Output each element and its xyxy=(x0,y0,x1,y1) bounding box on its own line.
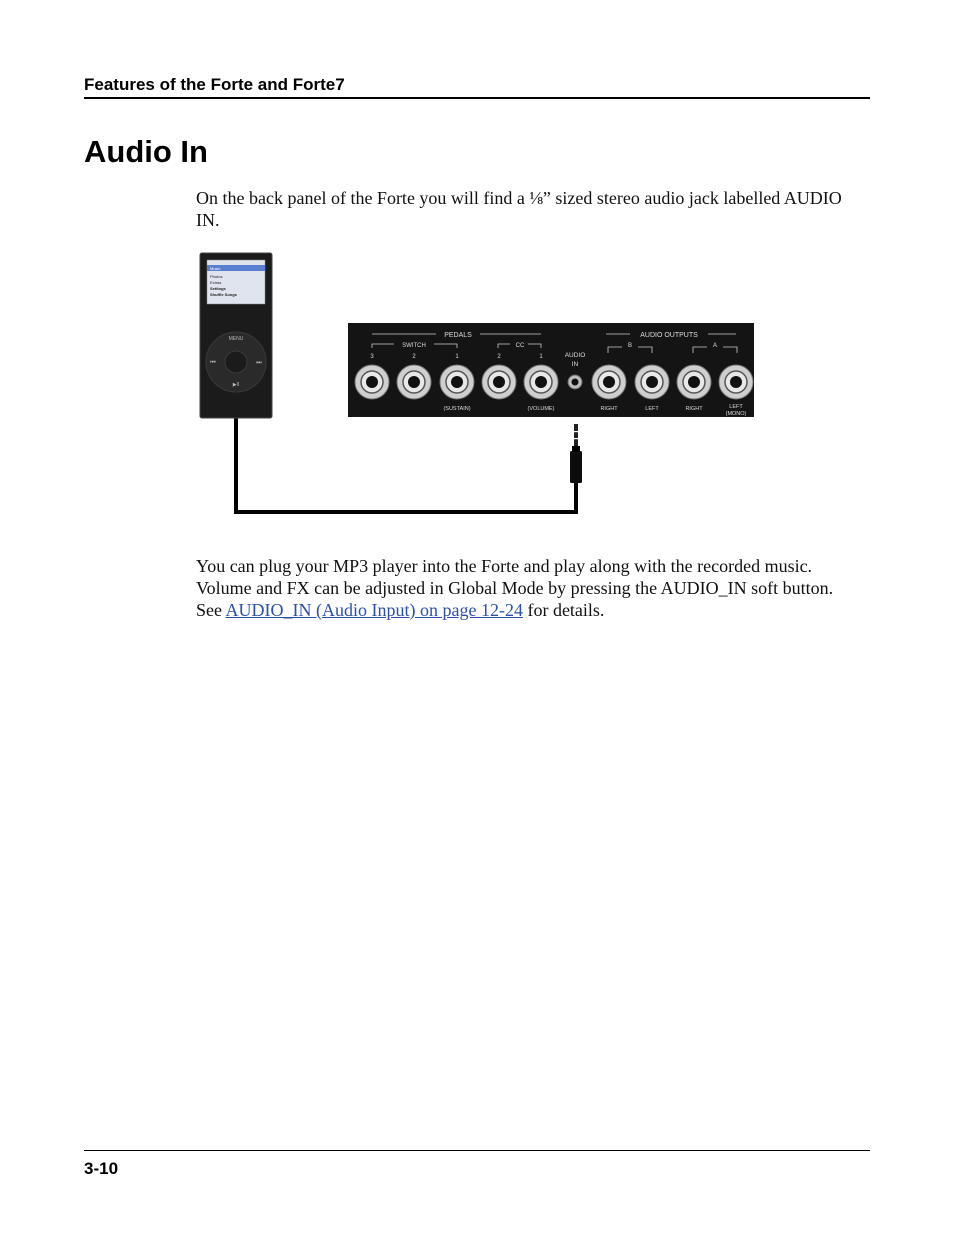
player-menu-item: Settings xyxy=(210,286,226,291)
audio-in-jack xyxy=(568,375,582,389)
volume-label: (VOLUME) xyxy=(527,406,555,412)
pedals-label: PEDALS xyxy=(444,332,472,339)
jack-number: 2 xyxy=(497,354,501,360)
pedal-jack-cc-1 xyxy=(524,365,558,399)
switch-label: SWITCH xyxy=(402,343,426,349)
audio-in-page-link[interactable]: AUDIO_IN (Audio Input) on page 12-24 xyxy=(225,600,523,620)
audio-in-label: AUDIO xyxy=(564,352,586,359)
output-label: LEFT xyxy=(729,404,743,410)
center-button xyxy=(225,351,247,373)
jack-number: 2 xyxy=(412,354,416,360)
audio-outputs-label: AUDIO OUTPUTS xyxy=(640,332,698,339)
forte-back-panel xyxy=(348,323,754,417)
output-jack-a-left xyxy=(719,365,753,399)
section-title: Audio In xyxy=(84,134,208,169)
wheel-menu-label: MENU xyxy=(228,336,244,342)
intro-paragraph: On the back panel of the Forte you will find a ⅛” sized stereo audio jack labelled AUDIO IN. xyxy=(196,188,842,230)
pedal-jack-switch-2 xyxy=(397,365,431,399)
jack-number: 1 xyxy=(455,354,459,360)
audio-in-label: IN xyxy=(571,361,579,368)
usage-text: You can plug your MP3 player into the Forte and play along with the recorded music. Volume and FX can be adjusted in Global Mode by pressing the AUDIO_IN soft button. See xyxy=(196,556,834,620)
output-label: RIGHT xyxy=(600,406,618,412)
output-group-a-label: A xyxy=(712,343,718,349)
audio-in-figure xyxy=(196,250,758,527)
pedal-jack-cc-2 xyxy=(482,365,516,399)
pedal-jack-switch-3 xyxy=(355,365,389,399)
previous-icon: ⏮ xyxy=(210,360,216,366)
mp3-player xyxy=(200,253,272,418)
jack-number: 1 xyxy=(539,354,543,360)
jack-number: 3 xyxy=(370,354,374,360)
header-rule xyxy=(84,97,870,99)
mono-label: (MONO) xyxy=(725,411,747,417)
cc-label: CC xyxy=(515,343,525,349)
audio-cable xyxy=(236,418,576,512)
connection-diagram xyxy=(196,250,758,522)
output-jack-b-left xyxy=(635,365,669,399)
usage-text-end: for details. xyxy=(522,600,605,620)
output-label: LEFT xyxy=(645,406,659,412)
play-pause-icon: ▶II xyxy=(232,382,240,388)
pedal-jack-switch-1 xyxy=(440,365,474,399)
running-header: Features of the Forte and Forte7 xyxy=(84,75,345,94)
player-menu-item: Shuffle Songs xyxy=(210,292,237,297)
mini-plug xyxy=(570,424,582,483)
output-label: RIGHT xyxy=(685,406,703,412)
next-icon: ⏭ xyxy=(256,360,262,366)
footer-rule xyxy=(84,1150,870,1151)
player-menu-item: Extras xyxy=(210,280,222,285)
sustain-label: (SUSTAIN) xyxy=(443,406,471,412)
usage-paragraph xyxy=(196,555,856,621)
output-jack-a-right xyxy=(677,365,711,399)
page-number: 3-10 xyxy=(84,1159,119,1178)
player-menu-item: Photos xyxy=(210,274,223,279)
player-menu-item: Music xyxy=(210,266,221,271)
output-jack-b-right xyxy=(592,365,626,399)
output-group-b-label: B xyxy=(627,343,633,349)
